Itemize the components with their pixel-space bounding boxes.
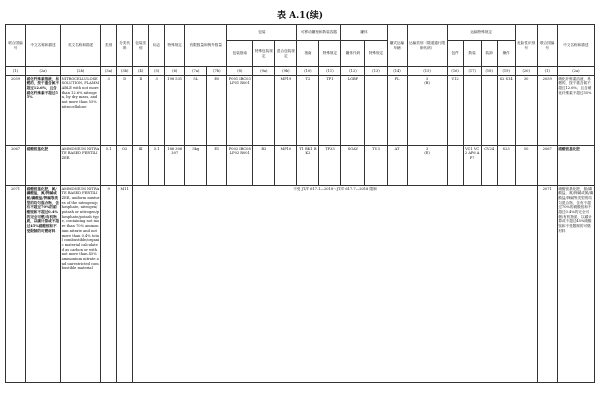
col-number: (10) xyxy=(297,67,319,76)
cell-pt-instr: T1 BK1 BK2 xyxy=(297,146,319,186)
col-number: (7a) xyxy=(185,67,207,76)
column-number-row xyxy=(6,67,595,76)
cell-pkg-instr: P001 IBC03 LP01 R001 xyxy=(227,76,253,146)
col-number: (13) xyxy=(365,67,387,76)
cell-tank-code: LGBF xyxy=(341,76,365,146)
cell-limited-qty: 5L xyxy=(185,76,207,146)
cell-special-provisions: 186 306 307 xyxy=(165,146,185,186)
cell-vehicle: AT xyxy=(387,146,407,186)
cell-pt-special: TP33 xyxy=(319,146,341,186)
col-number: (2a) xyxy=(26,67,61,76)
cell-tank-special: TU3 xyxy=(365,146,387,186)
col-number: (9b) xyxy=(275,67,297,76)
header-tanks: 罐体 xyxy=(341,25,387,41)
cell-packing-group: Ⅱ xyxy=(133,76,149,146)
cell-un-no-2: 2059 xyxy=(537,76,557,146)
col-number: (20) xyxy=(515,67,537,76)
col-number: (3a) xyxy=(101,67,117,76)
table-row xyxy=(6,146,595,186)
cell-excepted-qty: E1 xyxy=(207,146,227,186)
col-number: (15) xyxy=(407,67,447,76)
cell-un-no: 2067 xyxy=(6,146,26,186)
col-number: (3b) xyxy=(117,67,133,76)
cell-pt-special: TP1 xyxy=(319,76,341,146)
page-title: 表 A.1(续) xyxy=(276,11,324,21)
cell-hazard-id: 50 xyxy=(515,146,537,186)
col-number: (16) xyxy=(447,67,463,76)
col-number: (4) xyxy=(133,67,149,76)
header-name-en: 英文名称和描述 xyxy=(61,25,101,67)
header-pt-instr: 指南 xyxy=(297,41,319,67)
cell-ts-operation: S2 S14 xyxy=(497,76,515,146)
header-mixed-packing: 混合包装规定 xyxy=(275,41,297,67)
header-ts-bulk: 散装 xyxy=(463,41,481,67)
cell-name-en: AMMONIUM NITRATE BASED FERTILIZER xyxy=(61,146,101,186)
cell-packing-group: Ⅲ xyxy=(133,146,149,186)
cell-class-code: O2 xyxy=(117,146,133,186)
cell-ts-loading xyxy=(481,76,497,146)
cell-ts-packages: V12 xyxy=(447,76,463,146)
cell-name-cn-2: 硝化纤维素溶液，易燃的，按干重含氮不超过12.6%，且含硝化纤维素不超过55% xyxy=(557,76,594,146)
header-pkg-special: 特殊包装规定 xyxy=(253,41,275,67)
transport-category-value: 3 xyxy=(425,76,429,81)
header-ts-packages: 包件 xyxy=(447,41,463,67)
cell-name-cn-2: 硝酸铵基化肥 xyxy=(557,146,594,186)
header-class: 类别 xyxy=(101,25,117,67)
header-name-cn: 中文名称和描述 xyxy=(26,25,61,67)
cell-class-code: D xyxy=(117,76,133,146)
cell-labels: 3 xyxy=(149,76,165,146)
cell-un-no-2: 2067 xyxy=(537,146,557,186)
cell-ts-packages xyxy=(447,146,463,186)
cell-tank-code: SGAV xyxy=(341,146,365,186)
transport-category-value: 3 xyxy=(425,146,429,151)
cell-ts-loading: CV24 xyxy=(481,146,497,186)
header-limited-excepted: 有限数量和例外数量 xyxy=(185,25,227,67)
cell-limited-qty: 5kg xyxy=(185,146,207,186)
cell-name-en: NITROCELLULOSE SOLUTION, FLAMMABLE with not more than 12.6% nitrogen, by dry mass, and not more than 55% nitrocellulose xyxy=(61,76,101,146)
cell-special-provisions: 198 531 xyxy=(165,76,185,146)
header-name-cn-2: 中文名称和描述 xyxy=(557,25,594,67)
header-labels: 标志 xyxy=(149,25,165,67)
col-number: (12) xyxy=(341,67,365,76)
header-transport-special: 运输特殊规定 xyxy=(447,25,515,41)
dangerous-goods-table xyxy=(5,24,595,383)
cell-pkg-instr: P002 IBC08 LP02 R001 xyxy=(227,146,253,186)
header-ts-loading: 装卸 xyxy=(481,41,497,67)
col-number: (17) xyxy=(463,67,481,76)
cell-ts-bulk xyxy=(463,76,481,146)
col-number: (2a) xyxy=(557,67,594,76)
col-number: (19) xyxy=(497,67,515,76)
table-row xyxy=(6,186,595,383)
col-number: (2b) xyxy=(61,67,101,76)
cell-un-no-2: 2071 xyxy=(537,186,557,383)
col-number: (8) xyxy=(227,67,253,76)
cell-transport-category xyxy=(407,146,447,186)
cell-name-cn: 硝化纤维素溶液，易燃的，按干重含氮不超过12.6%，且含硝化纤维素不超过55% xyxy=(26,76,61,146)
header-packing-group: 包装类别 xyxy=(133,25,149,67)
cell-pkg-special: B3 xyxy=(253,146,275,186)
header-transport-category: 运输类别（隧道通行限制代码） xyxy=(407,25,447,67)
cell-ts-operation: S23 xyxy=(497,146,515,186)
cell-exemption-note: 不受 JT/T 617.1—2018～JT/T 617.7—2018 限制 xyxy=(133,186,538,383)
col-number: (9a) xyxy=(253,67,275,76)
cell-mixed-packing: MP19 xyxy=(275,76,297,146)
cell-mixed-packing: MP10 xyxy=(275,146,297,186)
col-number: (1) xyxy=(537,67,557,76)
cell-hazard-id: 30 xyxy=(515,76,537,146)
header-portable-tanks: 可移动罐柜和散装容器 xyxy=(297,25,341,41)
header-pt-special: 特殊规定 xyxy=(319,41,341,67)
col-number: (7b) xyxy=(207,67,227,76)
cell-transport-category xyxy=(407,76,447,146)
tunnel-code: (B) xyxy=(424,81,430,86)
cell-class: 3 xyxy=(101,76,117,146)
col-number: (14) xyxy=(387,67,407,76)
tunnel-code: (E) xyxy=(424,151,430,156)
cell-pkg-special xyxy=(253,76,275,146)
col-number: (11) xyxy=(319,67,341,76)
table-row xyxy=(6,76,595,146)
cell-un-no: 2071 xyxy=(6,186,26,383)
header-tank-code: 罐体代码 xyxy=(341,41,365,67)
col-number: (18) xyxy=(481,67,497,76)
cell-name-en: AMMONIUM NITRATE BASED FERTILIZER, uniform mixtures of the nitrogen/phosphate, nitrogen/potash or nitrogen/phosphate/potash type, containing not more than 70% ammonium nitrate and not more than 0.4% total combustible/organic material calculated as carbon or with not more than 45% ammonium nitrate and unrestricted combustible material xyxy=(61,186,101,383)
header-tank-special: 特殊规定 xyxy=(365,41,387,67)
cell-name-cn: 硝酸铵基化肥 xyxy=(26,146,61,186)
col-number: (5) xyxy=(149,67,165,76)
cell-pt-instr: T2 xyxy=(297,76,319,146)
col-number: (1) xyxy=(6,67,26,76)
header-special-provisions: 特殊规定 xyxy=(165,25,185,67)
header-hazard-id: 危险性识别号 xyxy=(515,25,537,67)
col-number: (6) xyxy=(165,67,185,76)
cell-labels: 5.1 xyxy=(149,146,165,186)
cell-excepted-qty: E0 xyxy=(207,76,227,146)
cell-name-cn: 硝酸铵基化肥，氮/磷酸盐，氮/钾碱或氮/磷酸盐/钾碱等类型的均匀混合物，含有不超过70%的硝酸铵和不超过0.4%的完全可燃/有机物质，以碳计算或不超过45%硝酸铵和不受限制的可燃材料 xyxy=(26,186,61,383)
header-un-no: 联合国编号 xyxy=(6,25,26,67)
cell-vehicle: FL xyxy=(387,76,407,146)
cell-name-cn-2: 硝酸铵基化肥，氮/磷酸盐，氮/钾碱或氮/磷酸盐/钾碱等类型的均匀混合物，含有不超过70%的硝酸铵和不超过0.4%的完全可燃/有机物质，以碳计算或不超过45%硝酸铵和不受限制的可燃材料 xyxy=(557,186,594,383)
cell-un-no: 2059 xyxy=(6,76,26,146)
header-class-code: 分类代码 xyxy=(117,25,133,67)
header-packaging: 包装 xyxy=(227,25,297,41)
cell-ts-bulk: VC1 VC2 AP6 AP7 xyxy=(463,146,481,186)
cell-tank-special xyxy=(365,76,387,146)
header-vehicle: 罐式运输车辆 xyxy=(387,25,407,67)
cell-class-code: M11 xyxy=(117,186,133,383)
cell-class: 9 xyxy=(101,186,117,383)
header-ts-operation: 操作 xyxy=(497,41,515,67)
header-pkg-instr: 包装指南 xyxy=(227,41,253,67)
cell-class: 5.1 xyxy=(101,146,117,186)
header-un-no-2: 联合国编号 xyxy=(537,25,557,67)
